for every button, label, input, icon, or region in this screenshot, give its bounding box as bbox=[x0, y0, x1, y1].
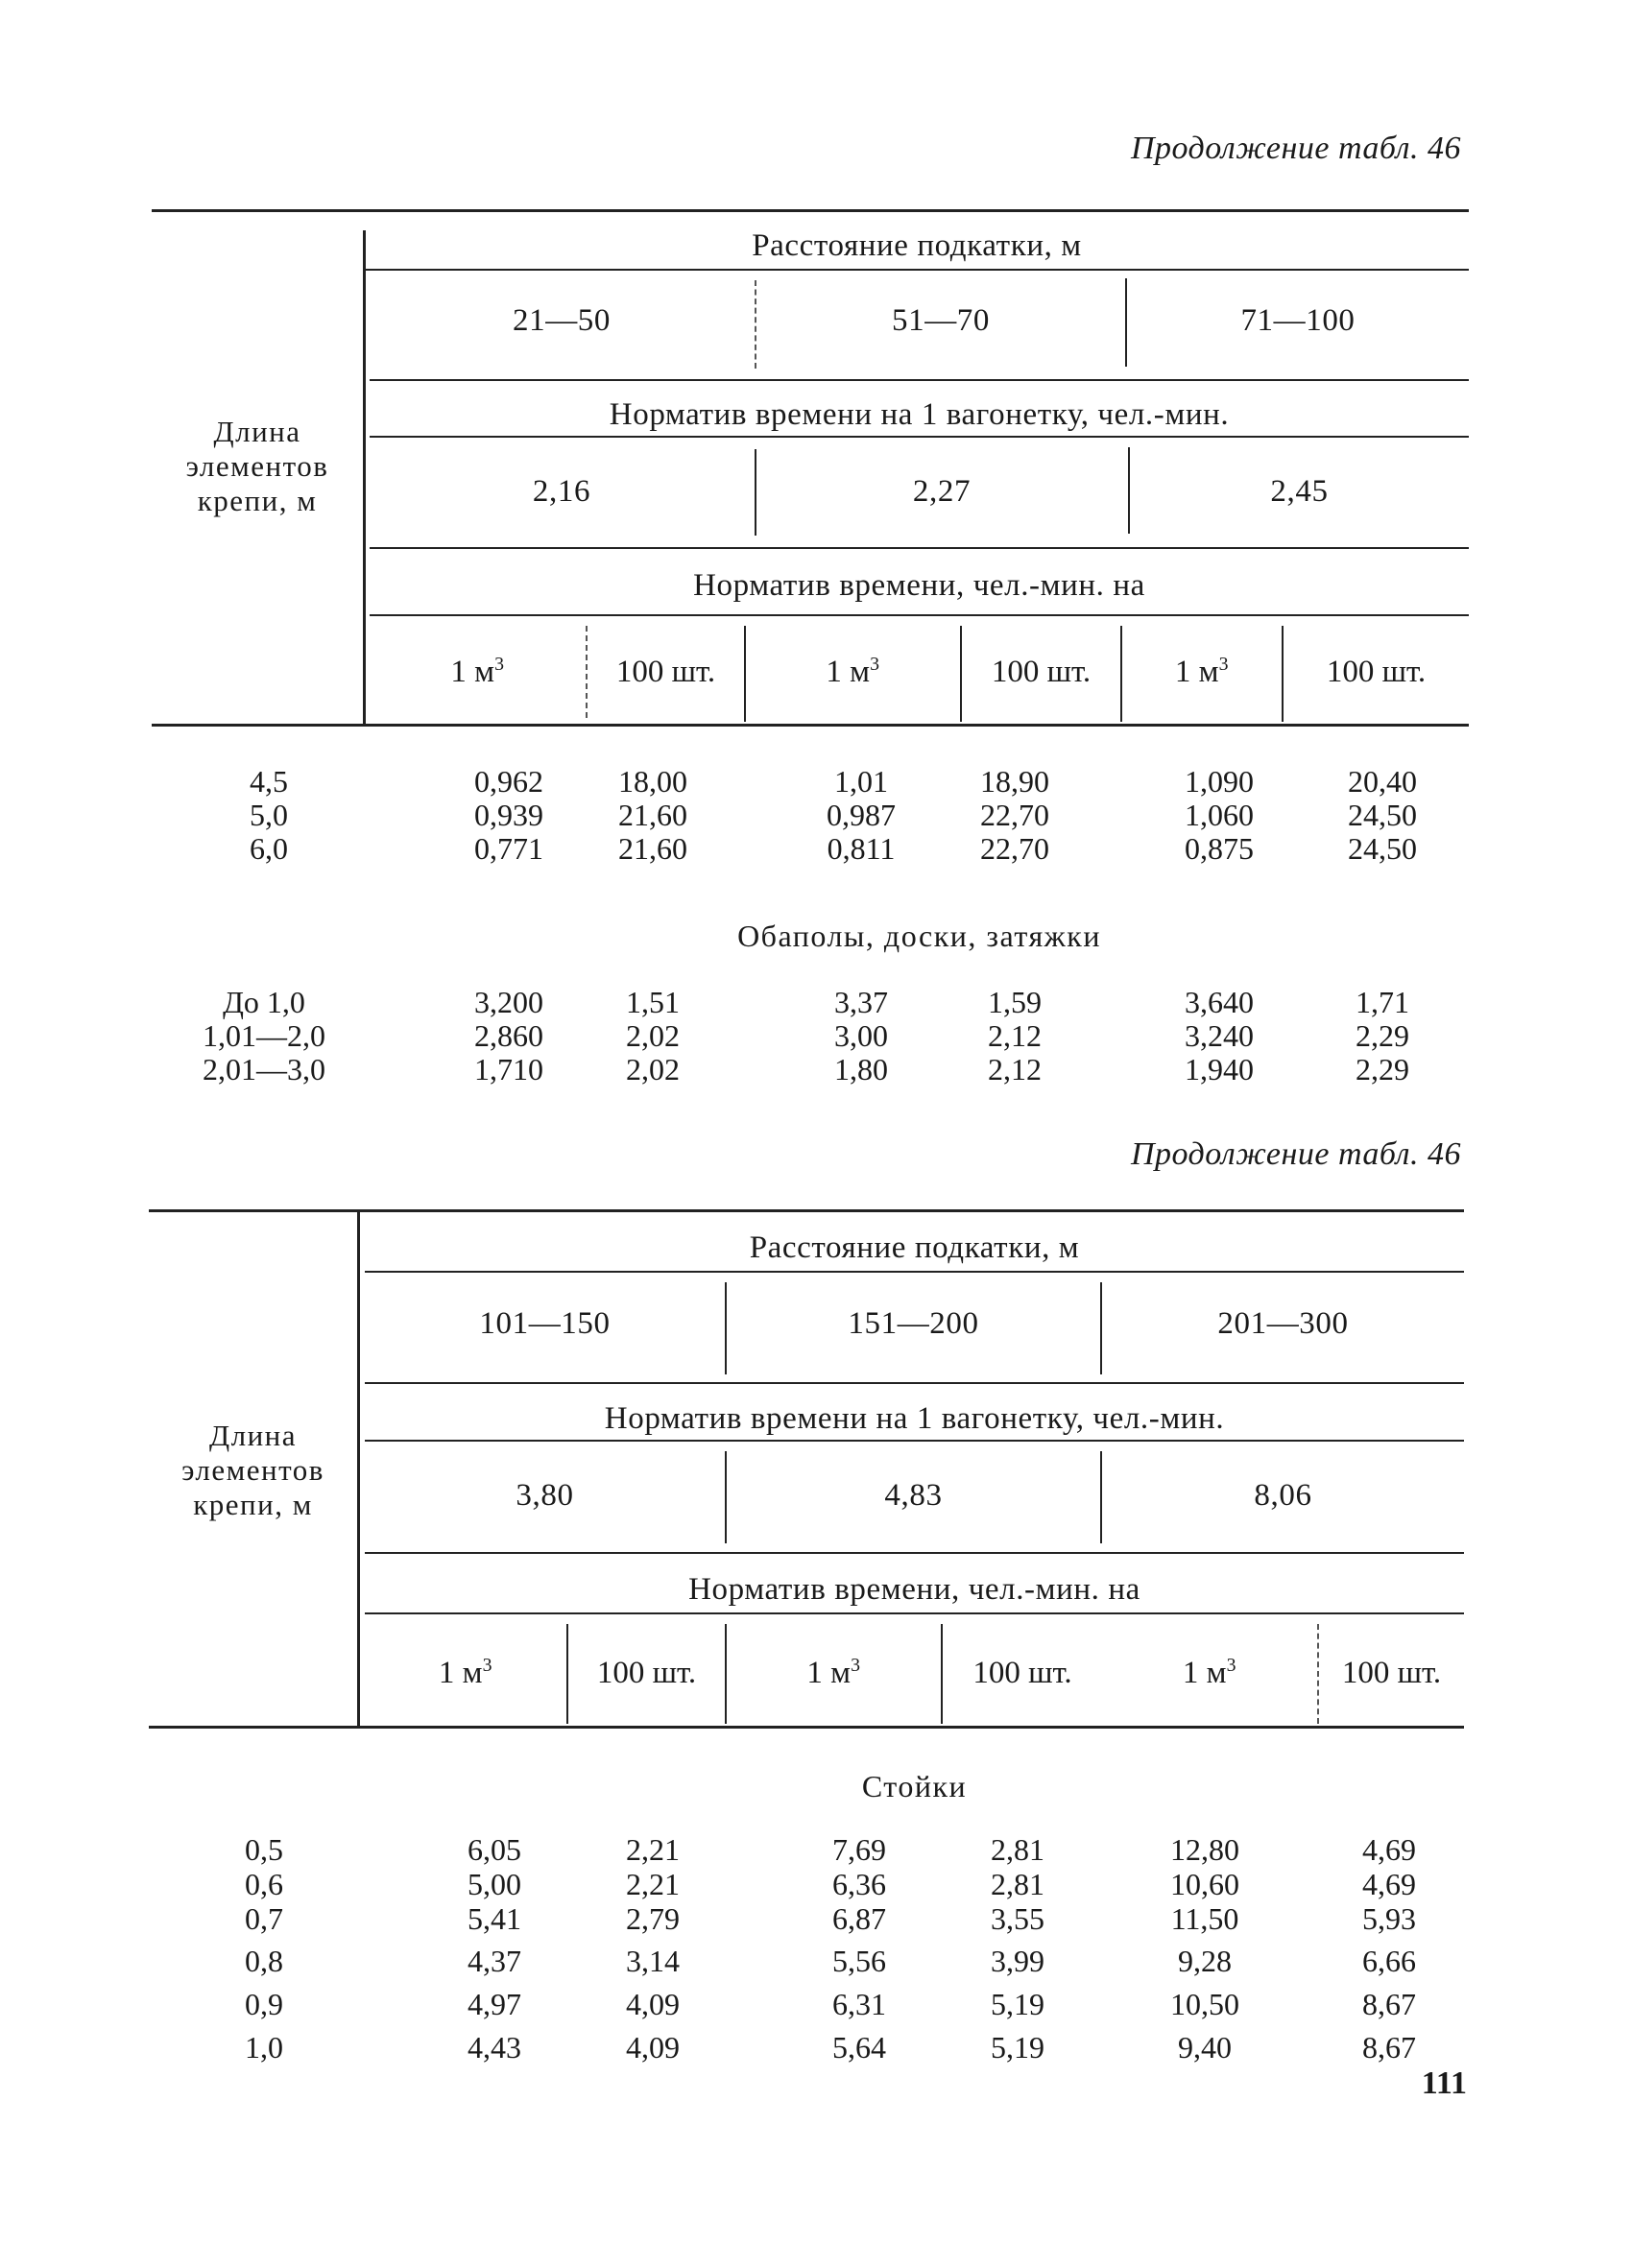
value-cell: 2,12 bbox=[988, 1018, 1042, 1053]
table1-per-cart-value: 2,45 bbox=[1270, 474, 1329, 509]
value-cell: 20,40 bbox=[1348, 764, 1417, 799]
value-cell: 6,66 bbox=[1362, 1944, 1416, 1978]
table1-per-cart-value: 2,16 bbox=[532, 474, 591, 509]
length-cell: До 1,0 bbox=[223, 985, 305, 1019]
table2-stub-line: Длина bbox=[208, 1419, 298, 1452]
length-cell: 0,7 bbox=[245, 1901, 283, 1936]
value-cell: 21,60 bbox=[618, 831, 687, 866]
unit-sup: 3 bbox=[494, 654, 505, 675]
unit-text: 1 м bbox=[826, 655, 871, 689]
value-cell: 1,090 bbox=[1185, 764, 1254, 799]
value-cell: 2,29 bbox=[1356, 1018, 1409, 1053]
table1-unit-m3 bbox=[1122, 655, 1282, 690]
value-cell: 1,80 bbox=[834, 1052, 888, 1086]
value-cell: 3,55 bbox=[991, 1901, 1044, 1936]
table1-rule-ranges bbox=[370, 379, 1469, 381]
length-cell: 6,0 bbox=[250, 831, 288, 866]
value-cell: 1,51 bbox=[626, 985, 680, 1019]
value-cell: 1,710 bbox=[474, 1052, 543, 1086]
table1-caption: Продолжение табл. 46 bbox=[1130, 131, 1461, 166]
value-cell: 5,19 bbox=[991, 1987, 1044, 2021]
unit-sup: 3 bbox=[1226, 1655, 1237, 1676]
unit-text: 100 шт. bbox=[972, 1656, 1072, 1690]
table1-per-cart-value: 2,27 bbox=[912, 474, 972, 509]
table2-range: 201—300 bbox=[1217, 1306, 1349, 1341]
table1-unit-100 bbox=[962, 655, 1120, 690]
value-cell: 6,87 bbox=[832, 1901, 886, 1936]
value-cell: 2,21 bbox=[626, 1867, 680, 1901]
value-cell: 22,70 bbox=[980, 831, 1049, 866]
unit-text: 1 м bbox=[450, 655, 495, 689]
value-cell: 11,50 bbox=[1170, 1901, 1239, 1936]
value-cell: 4,43 bbox=[468, 2030, 521, 2065]
value-cell: 4,69 bbox=[1362, 1867, 1416, 1901]
table2-stub-line: элементов bbox=[181, 1453, 324, 1487]
table1-range: 71—100 bbox=[1240, 303, 1356, 338]
table2-per-cart-value: 8,06 bbox=[1254, 1478, 1312, 1513]
table1-rule-distance bbox=[365, 269, 1469, 271]
table1-rule-percart-values bbox=[370, 547, 1469, 549]
value-cell: 5,93 bbox=[1362, 1901, 1416, 1936]
length-cell: 0,5 bbox=[245, 1832, 283, 1867]
table2-stub-divider bbox=[357, 1211, 360, 1728]
value-cell: 0,987 bbox=[827, 798, 896, 832]
value-cell: 24,50 bbox=[1348, 831, 1417, 866]
table1-distance-header: Расстояние подкатки, м bbox=[752, 228, 1082, 263]
length-cell: 2,01—3,0 bbox=[203, 1052, 325, 1086]
page-number: 111 bbox=[1421, 2065, 1467, 2101]
table2-per-unit-header: Норматив времени, чел.-мин. на bbox=[688, 1572, 1140, 1607]
value-cell: 3,640 bbox=[1185, 985, 1254, 1019]
value-cell: 3,200 bbox=[474, 985, 543, 1019]
table1-g1-lengths bbox=[206, 765, 331, 866]
unit-text: 100 шт. bbox=[615, 655, 716, 689]
value-cell: 6,05 bbox=[468, 1832, 521, 1867]
table1-stub-line: Длина bbox=[213, 415, 301, 448]
table2-range: 101—150 bbox=[479, 1306, 611, 1341]
value-cell: 9,28 bbox=[1178, 1944, 1232, 1978]
value-cell: 4,37 bbox=[468, 1944, 521, 1978]
value-cell: 12,80 bbox=[1170, 1832, 1239, 1867]
value-cell: 0,939 bbox=[474, 798, 543, 832]
table1-stub-line: крепи, м bbox=[197, 484, 318, 517]
value-cell: 2,860 bbox=[474, 1018, 543, 1053]
unit-text: 100 шт. bbox=[596, 1656, 697, 1690]
table1-unit-100 bbox=[1284, 655, 1469, 690]
value-cell: 5,19 bbox=[991, 2030, 1044, 2065]
value-cell: 1,59 bbox=[988, 985, 1042, 1019]
unit-sup: 3 bbox=[482, 1655, 493, 1676]
value-cell: 5,00 bbox=[468, 1867, 521, 1901]
value-cell: 3,99 bbox=[991, 1944, 1044, 1978]
value-cell: 5,64 bbox=[832, 2030, 886, 2065]
table2-per-cart-value: 3,80 bbox=[516, 1478, 574, 1513]
table2-distance-header: Расстояние подкатки, м bbox=[749, 1230, 1080, 1265]
table1-per-unit-header: Норматив времени, чел.-мин. на bbox=[693, 568, 1145, 603]
value-cell: 1,060 bbox=[1185, 798, 1254, 832]
value-cell: 3,14 bbox=[626, 1944, 680, 1978]
table2-top-rule bbox=[149, 1209, 1464, 1212]
value-cell: 8,67 bbox=[1362, 1987, 1416, 2021]
value-cell: 8,67 bbox=[1362, 2030, 1416, 2065]
value-cell: 24,50 bbox=[1348, 798, 1417, 832]
table1-rule-percart bbox=[370, 436, 1469, 438]
value-cell: 2,29 bbox=[1356, 1052, 1409, 1086]
length-cell: 0,6 bbox=[245, 1867, 283, 1901]
value-cell: 2,79 bbox=[626, 1901, 680, 1936]
length-cell: 5,0 bbox=[250, 798, 288, 832]
table1-unit-m3 bbox=[370, 655, 586, 690]
unit-text: 100 шт. bbox=[1341, 1656, 1442, 1690]
length-cell: 4,5 bbox=[250, 764, 288, 799]
unit-text: 1 м bbox=[1182, 1656, 1227, 1690]
value-cell: 6,31 bbox=[832, 1987, 886, 2021]
table2-stub-line: крепи, м bbox=[193, 1488, 313, 1521]
value-cell: 3,00 bbox=[834, 1018, 888, 1053]
value-cell: 4,97 bbox=[468, 1987, 521, 2021]
value-cell: 0,962 bbox=[474, 764, 543, 799]
length-cell: 1,01—2,0 bbox=[203, 1018, 325, 1053]
value-cell: 3,240 bbox=[1185, 1018, 1254, 1053]
value-cell: 2,81 bbox=[991, 1867, 1044, 1901]
unit-text: 1 м bbox=[438, 1656, 483, 1690]
unit-text: 100 шт. bbox=[991, 655, 1092, 689]
value-cell: 9,40 bbox=[1178, 2030, 1232, 2065]
table1-unit-m3 bbox=[746, 655, 960, 690]
table1-per-cart-header: Норматив времени на 1 вагонетку, чел.-мин. bbox=[609, 397, 1230, 432]
table2-group1-title: Стойки bbox=[861, 1769, 968, 1803]
table2-per-cart-header: Норматив времени на 1 вагонетку, чел.-мин. bbox=[604, 1401, 1225, 1436]
table2-rule-percart-values bbox=[365, 1552, 1464, 1554]
table2-stub-label bbox=[151, 1419, 355, 1522]
table2-caption: Продолжение табл. 46 bbox=[1130, 1136, 1461, 1172]
value-cell: 6,36 bbox=[832, 1867, 886, 1901]
table1-group2-title: Обаполы, доски, затяжки bbox=[737, 919, 1101, 953]
table2-per-cart-value: 4,83 bbox=[884, 1478, 943, 1513]
value-cell: 0,811 bbox=[827, 831, 896, 866]
value-cell: 1,01 bbox=[834, 764, 888, 799]
value-cell: 3,37 bbox=[834, 985, 888, 1019]
value-cell: 0,875 bbox=[1185, 831, 1254, 866]
table2-rule-perunit bbox=[365, 1612, 1464, 1614]
value-cell: 4,09 bbox=[626, 2030, 680, 2065]
value-cell: 4,69 bbox=[1362, 1832, 1416, 1867]
value-cell: 1,940 bbox=[1185, 1052, 1254, 1086]
value-cell: 18,90 bbox=[980, 764, 1049, 799]
unit-sup: 3 bbox=[1218, 654, 1230, 675]
unit-text: 100 шт. bbox=[1326, 655, 1427, 689]
value-cell: 21,60 bbox=[618, 798, 687, 832]
value-cell: 22,70 bbox=[980, 798, 1049, 832]
value-cell: 0,771 bbox=[474, 831, 543, 866]
table1-g2-lengths bbox=[173, 986, 355, 1086]
table1-stub-divider bbox=[363, 230, 366, 726]
table2-unit-m3 bbox=[727, 1656, 941, 1691]
table2-unit-m3 bbox=[365, 1656, 566, 1691]
value-cell: 10,60 bbox=[1170, 1867, 1239, 1901]
value-cell: 5,56 bbox=[832, 1944, 886, 1978]
table2-unit-100 bbox=[943, 1656, 1102, 1691]
value-cell: 2,02 bbox=[626, 1052, 680, 1086]
table1-unit-100 bbox=[588, 655, 744, 690]
table2-unit-100 bbox=[568, 1656, 725, 1691]
unit-text: 1 м bbox=[1174, 655, 1219, 689]
value-cell: 2,81 bbox=[991, 1832, 1044, 1867]
value-cell: 10,50 bbox=[1170, 1987, 1239, 2021]
table1-stub-label bbox=[154, 415, 361, 518]
table2-header-bottom-rule bbox=[149, 1726, 1464, 1729]
value-cell: 2,21 bbox=[626, 1832, 680, 1867]
length-cell: 0,9 bbox=[245, 1987, 283, 2021]
value-cell: 7,69 bbox=[832, 1832, 886, 1867]
table1-rule-perunit bbox=[370, 614, 1469, 616]
unit-sup: 3 bbox=[870, 654, 880, 675]
table1-range: 21—50 bbox=[513, 303, 611, 338]
table1-stub-line: элементов bbox=[185, 449, 329, 483]
table2-unit-100 bbox=[1319, 1656, 1464, 1691]
value-cell: 2,02 bbox=[626, 1018, 680, 1053]
unit-sup: 3 bbox=[851, 1655, 861, 1676]
table2-range: 151—200 bbox=[848, 1306, 979, 1341]
value-cell: 2,12 bbox=[988, 1052, 1042, 1086]
table2-rule-percart bbox=[365, 1440, 1464, 1442]
value-cell: 1,71 bbox=[1356, 985, 1409, 1019]
table1-range: 51—70 bbox=[892, 303, 990, 338]
value-cell: 4,09 bbox=[626, 1987, 680, 2021]
table2-unit-m3 bbox=[1102, 1656, 1317, 1691]
table1-header-bottom-rule bbox=[152, 724, 1469, 727]
table2-rule-ranges bbox=[365, 1382, 1464, 1384]
length-cell: 1,0 bbox=[245, 2030, 283, 2065]
unit-text: 1 м bbox=[806, 1656, 852, 1690]
table2-rule-distance bbox=[365, 1271, 1464, 1273]
table1-top-rule bbox=[152, 209, 1469, 212]
value-cell: 5,41 bbox=[468, 1901, 521, 1936]
value-cell: 18,00 bbox=[618, 764, 687, 799]
length-cell: 0,8 bbox=[245, 1944, 283, 1978]
